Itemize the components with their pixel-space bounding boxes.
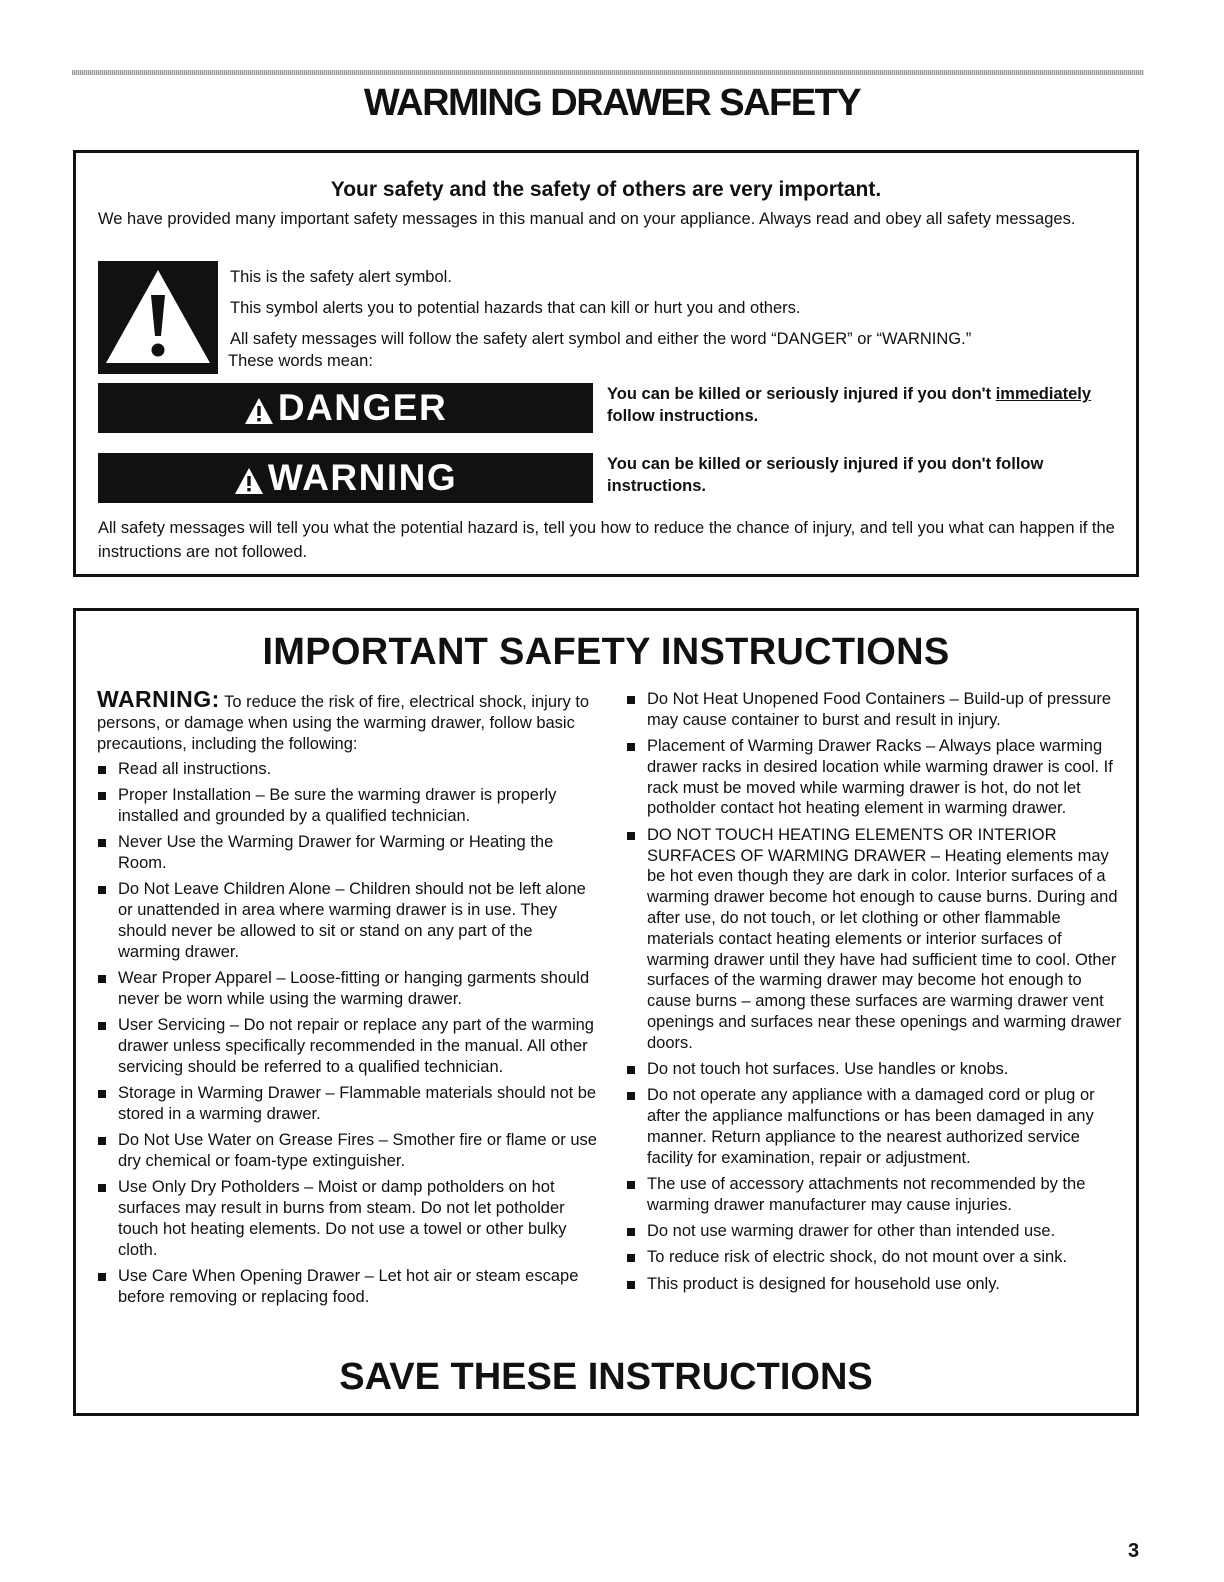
symbol-explanation <box>230 266 1110 372</box>
warning-label: WARNING <box>267 457 458 498</box>
warning-alert-icon <box>234 463 264 493</box>
warning-word: WARNING: <box>97 686 220 712</box>
danger-text-underlined: immediately <box>995 385 1092 403</box>
list-item: Wear Proper Apparel – Loose-fitting or hanging garments should never be worn while using the warming drawer. <box>97 968 597 1010</box>
safety-subtitle: Your safety and the safety of others are very important. <box>330 178 882 201</box>
list-item: Do not use warming drawer for other than intended use. <box>626 1221 1126 1242</box>
top-rule <box>72 70 1144 75</box>
list-item: Placement of Warming Drawer Racks – Always place warming drawer racks in desired location while warming drawer is cool. If rack must be moved while warming drawer is hot, do not let potholder contact hot heating element in warming drawer. <box>626 736 1126 819</box>
list-item: Proper Installation – Be sure the warming drawer is properly installed and grounded by a qualified technician. <box>97 785 597 827</box>
warning-intro <box>97 686 597 755</box>
list-item: Storage in Warming Drawer – Flammable materials should not be stored in a warming drawer. <box>97 1083 597 1125</box>
danger-label: DANGER <box>277 387 448 428</box>
instructions-right-column <box>626 689 1126 1300</box>
instructions-title: IMPORTANT SAFETY INSTRUCTIONS <box>262 631 950 673</box>
danger-text-start: You can be killed or seriously injured if you don't <box>607 385 996 403</box>
list-item: Read all instructions. <box>97 759 597 780</box>
danger-text-end: follow instructions. <box>607 407 759 425</box>
warning-meaning: You can be killed or seriously injured if you don't follow instructions. <box>607 455 1044 495</box>
safety-intro: We have provided many important safety messages in this manual and on your appliance. Always read and obey all safety messages. <box>98 210 1076 228</box>
safety-alert-symbol-icon <box>98 261 218 374</box>
list-item: Do Not Heat Unopened Food Containers – Build-up of pressure may cause container to burst and result in injury. <box>626 689 1126 731</box>
list-item: The use of accessory attachments not recommended by the warming drawer manufacturer may cause injuries. <box>626 1174 1126 1216</box>
symbol-line: This is the safety alert symbol. <box>230 268 452 286</box>
warning-signal-bar <box>98 453 593 503</box>
list-item: User Servicing – Do not repair or replace any part of the warming drawer unless specifically recommended in the manual. All other servicing should be referred to a qualified technician. <box>97 1015 597 1077</box>
page-title: WARMING DRAWER SAFETY <box>363 82 861 124</box>
list-item: DO NOT TOUCH HEATING ELEMENTS OR INTERIOR SURFACES OF WARMING DRAWER – Heating elements may be hot even though they are dark in color. Interior surfaces of a warming drawer become hot enough to cause burns. During and after use, do not touch, or let clothing or other flammable materials contact heating elements or interior surfaces of warming drawer until they have had sufficient time to cool. Other surfaces of the warming drawer may become hot enough to cause burns – among these surfaces are warming drawer vent openings and surfaces near these openings and warming drawer doors. <box>626 825 1126 1054</box>
list-item: Never Use the Warming Drawer for Warming or Heating the Room. <box>97 832 597 874</box>
save-instructions-footer: SAVE THESE INSTRUCTIONS <box>339 1356 873 1398</box>
list-item: Use Care When Opening Drawer – Let hot air or steam escape before removing or replacing food. <box>97 1266 597 1308</box>
safety-box <box>73 150 1139 577</box>
page-number: 3 <box>1128 1540 1140 1562</box>
safety-outro: All safety messages will tell you what the potential hazard is, tell you how to reduce the chance of injury, and tell you what can happen if the instructions are not followed. <box>98 519 1115 561</box>
list-item: Do not operate any appliance with a damaged cord or plug or after the appliance malfunctions or has been damaged in any manner. Return appliance to the nearest authorized service facility for examination, repair or adjustment. <box>626 1085 1126 1168</box>
right-instruction-list <box>626 689 1126 1295</box>
list-item: This product is designed for household use only. <box>626 1274 1126 1295</box>
list-item: Do not touch hot surfaces. Use handles or knobs. <box>626 1059 1126 1080</box>
symbol-line: This symbol alerts you to potential hazards that can kill or hurt you and others. <box>230 299 801 317</box>
symbol-line: All safety messages will follow the safety alert symbol and either the word “DANGER” or “WARNING.” <box>230 330 972 348</box>
list-item: To reduce risk of electric shock, do not mount over a sink. <box>626 1247 1126 1268</box>
list-item: Use Only Dry Potholders – Moist or damp potholders on hot surfaces may result in burns from steam. Do not let potholder touch hot heating elements. Do not use a towel or other bulky cloth. <box>97 1177 597 1260</box>
danger-alert-icon <box>244 393 274 423</box>
instructions-box <box>73 608 1139 1416</box>
symbol-line: These words mean: <box>228 352 373 370</box>
danger-meaning <box>607 383 1127 427</box>
warning-intro-text: To reduce the risk of fire, electrical shock, injury to persons, or damage when using the warming drawer, follow basic precautions, including the following: <box>97 693 590 753</box>
list-item: Do Not Use Water on Grease Fires – Smother fire or flame or use dry chemical or foam-type extinguisher. <box>97 1130 597 1172</box>
instructions-left-column <box>97 686 597 1313</box>
left-instruction-list <box>97 759 597 1308</box>
list-item: Do Not Leave Children Alone – Children should not be left alone or unattended in area where warming drawer is in use. They should never be allowed to sit or stand on any part of the warming drawer. <box>97 879 597 962</box>
danger-signal-bar <box>98 383 593 433</box>
